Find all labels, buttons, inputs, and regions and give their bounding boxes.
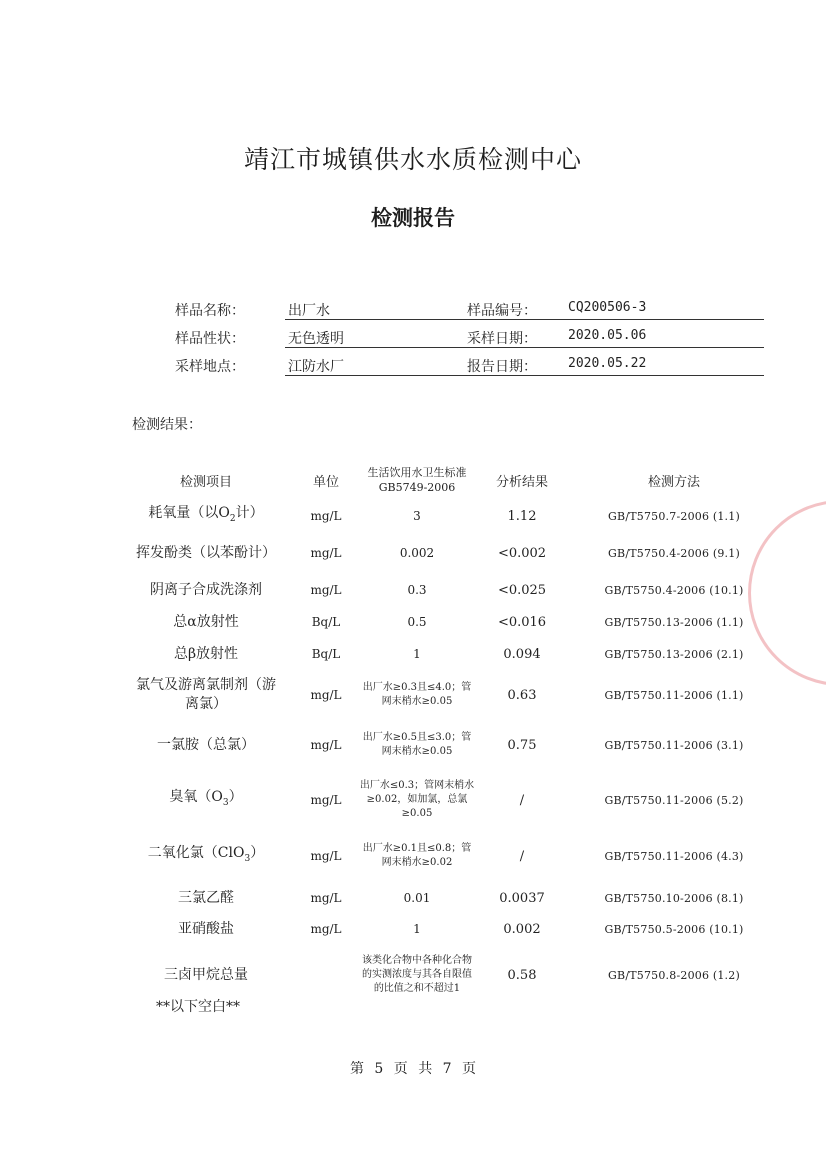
header-method: 检测方法 [647,474,700,490]
standard-cell: 0.3 [407,583,427,597]
item-cell: 一氯胺（总氯） [157,736,255,753]
item-text: 臭氧（O [169,788,223,805]
table-body [118,500,780,1006]
item-cell: 总α放射性 [173,613,239,630]
result-cell: 0.75 [507,737,537,753]
unit-cell: mg/L [310,922,342,936]
report-date-value: 2020.05.22 [562,356,764,376]
result-cell: 0.094 [503,646,541,662]
standard-cell: 该类化合物中各种化合物的实测浓度与其各自限值的比值之和不超过1 [362,955,472,994]
method-cell: GB/T5750.4-2006 (10.1) [604,583,744,597]
unit-cell: mg/L [310,546,342,560]
table-row [118,720,780,770]
result-cell: 0.0037 [499,890,545,906]
sample-nature-label: 样品性状： [175,331,245,347]
result-cell: / [519,848,525,864]
unit-cell: mg/L [310,738,342,752]
item-cell: 氯气及游离氯制剂（游离氯） [136,677,276,712]
standard-cell: 出厂水≥0.1且≤0.8；管网末梢水≥0.02 [362,843,472,868]
unit-cell [294,944,358,1006]
sample-info [170,296,770,380]
header-standard: 生活饮用水卫生标准GB5749-2006 [367,466,467,494]
table-row [118,574,780,606]
blank-note: **以下空白** [156,999,240,1015]
unit-cell: Bq/L [311,647,341,661]
standard-cell: 出厂水≥0.3且≤4.0；管网末梢水≥0.05 [362,682,472,707]
results-table [118,460,780,1006]
results-label: 检测结果： [132,417,202,433]
item-subscript: 2 [229,513,236,524]
method-cell: GB/T5750.11-2006 (1.1) [604,688,744,702]
item-subscript: 3 [244,853,251,864]
item-text-tail: ） [228,788,243,805]
item-cell [118,770,294,830]
table-row [118,882,780,914]
item-cell [118,830,294,882]
standard-cell: 出厂水≤0.3；管网末梢水≥0.02，如加氯，总氯≥0.05 [359,780,475,819]
item-text-tail: 计） [235,504,264,521]
table-row [118,670,780,720]
header-result: 分析结果 [495,474,548,490]
sample-id-value: CQ200506-3 [562,300,764,320]
result-cell: <0.002 [497,545,547,561]
item-cell: 挥发酚类（以苯酚计） [136,544,276,561]
item-text: 耗氧量（以O [148,504,230,521]
result-cell: 0.58 [507,967,537,983]
table-row [118,500,780,532]
standard-cell: 3 [413,509,421,523]
item-cell: 三氯乙醛 [178,889,234,906]
table-header-row [118,460,780,500]
method-cell: GB/T5750.10-2006 (8.1) [604,891,744,905]
info-row [170,324,770,352]
page-number: 第 5 页 共 7 页 [349,1061,477,1077]
info-row [170,352,770,380]
table-row [118,606,780,638]
item-text-tail: ） [250,844,265,861]
method-cell: GB/T5750.8-2006 (1.2) [608,968,740,982]
sampling-location-value: 江防水厂 [285,356,565,376]
info-row [170,296,770,324]
result-cell: 0.63 [507,687,537,703]
standard-cell: 1 [413,922,421,936]
result-cell: / [519,792,525,808]
sample-id-label: 样品编号： [467,303,537,319]
item-subscript: 3 [222,797,229,808]
unit-cell: mg/L [310,849,342,863]
sample-name-label: 样品名称： [175,303,245,319]
standard-cell: 出厂水≥0.5且≤3.0；管网末梢水≥0.05 [362,732,472,757]
method-cell: GB/T5750.7-2006 (1.1) [608,509,740,523]
header-unit: 单位 [312,474,339,490]
unit-cell: Bq/L [311,615,341,629]
sample-name-value: 出厂水 [285,300,565,320]
method-cell: GB/T5750.11-2006 (4.3) [604,849,744,863]
method-cell: GB/T5750.5-2006 (10.1) [604,922,744,936]
table-row [118,770,780,830]
item-cell: 总β放射性 [173,645,239,662]
sampling-date-value: 2020.05.06 [562,328,764,348]
table-row [118,532,780,574]
method-cell: GB/T5750.13-2006 (2.1) [604,647,744,661]
unit-cell: mg/L [310,509,342,523]
standard-cell: 0.002 [399,546,435,560]
standard-cell: 1 [413,647,421,661]
sampling-date-label: 采样日期： [467,331,537,347]
method-cell: GB/T5750.11-2006 (5.2) [604,793,744,807]
unit-cell: mg/L [310,891,342,905]
standard-cell: 0.01 [403,891,431,905]
result-cell: <0.025 [497,582,547,598]
unit-cell: mg/L [310,793,342,807]
result-cell: 0.002 [503,921,541,937]
item-cell: 亚硝酸盐 [178,920,234,937]
result-cell: 1.12 [507,508,537,524]
header-item: 检测项目 [179,474,232,490]
table-row [118,830,780,882]
page-title: 靖江市城镇供水水质检测中心 [243,145,582,174]
item-text: 二氧化氯（ClO [147,844,245,861]
unit-cell: mg/L [310,688,342,702]
standard-cell: 0.5 [407,615,427,629]
item-cell: 三卤甲烷总量 [164,966,248,983]
sampling-location-label: 采样地点： [175,359,245,375]
unit-cell: mg/L [310,583,342,597]
sample-nature-value: 无色透明 [285,328,565,348]
method-cell: GB/T5750.4-2006 (9.1) [608,546,740,560]
result-cell: <0.016 [497,614,547,630]
item-cell: 阴离子合成洗涤剂 [150,581,262,598]
report-date-label: 报告日期： [467,359,537,375]
item-cell [118,500,294,532]
table-row [118,638,780,670]
method-cell: GB/T5750.11-2006 (3.1) [604,738,744,752]
report-subtitle: 检测报告 [371,206,455,230]
table-row [118,914,780,944]
method-cell: GB/T5750.13-2006 (1.1) [604,615,744,629]
